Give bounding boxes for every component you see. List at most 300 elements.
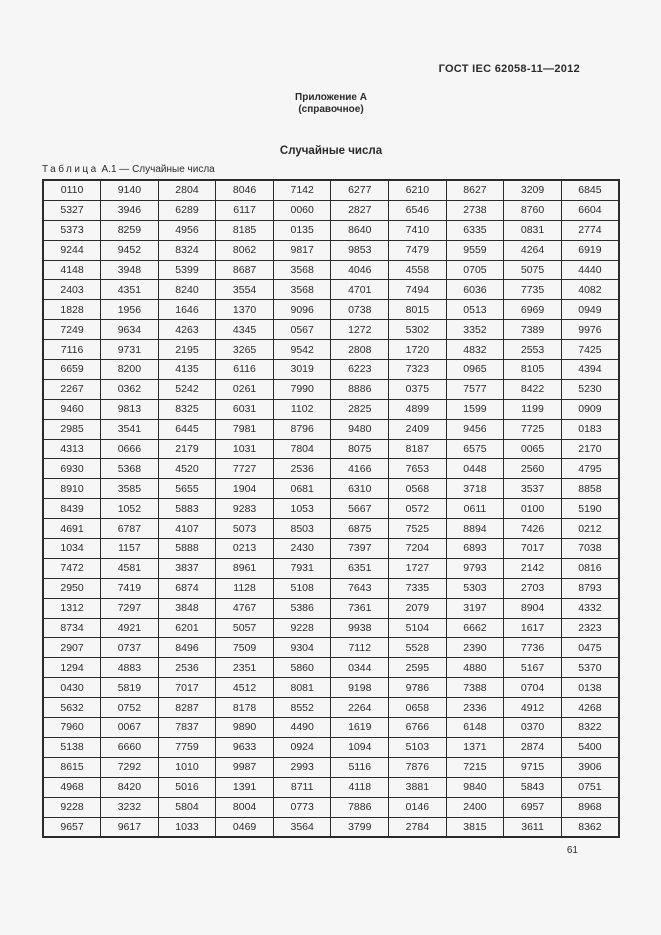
random-number-cell: 6148	[446, 718, 504, 738]
random-number-cell: 6351	[331, 558, 389, 578]
random-number-cell: 4263	[158, 320, 216, 340]
table-row	[43, 320, 619, 340]
random-number-cell: 2774	[561, 220, 619, 240]
random-number-cell: 0773	[273, 797, 331, 817]
random-number-cell: 9228	[273, 618, 331, 638]
random-number-cell: 2079	[389, 598, 447, 618]
random-number-cell: 7494	[389, 280, 447, 300]
random-number-cell: 7292	[101, 757, 159, 777]
random-number-cell: 8325	[158, 399, 216, 419]
random-number-cell: 4345	[216, 320, 274, 340]
random-number-cell: 5167	[504, 658, 562, 678]
random-number-cell: 0752	[101, 698, 159, 718]
random-number-cell: 0949	[561, 300, 619, 320]
random-number-cell: 7038	[561, 539, 619, 559]
random-number-cell: 7509	[216, 638, 274, 658]
random-number-cell: 3209	[504, 180, 562, 200]
random-number-cell: 6787	[101, 519, 159, 539]
table-row	[43, 519, 619, 539]
random-number-cell: 6957	[504, 797, 562, 817]
random-number-cell: 8187	[389, 439, 447, 459]
random-number-cell: 5373	[43, 220, 101, 240]
random-number-cell: 0448	[446, 459, 504, 479]
random-number-cell: 0737	[101, 638, 159, 658]
random-number-cell: 1102	[273, 399, 331, 419]
random-number-cell: 4107	[158, 519, 216, 539]
random-number-cell: 8200	[101, 360, 159, 380]
random-number-cell: 6893	[446, 539, 504, 559]
table-row	[43, 817, 619, 837]
table-row	[43, 300, 619, 320]
appendix-title: Приложение А	[295, 92, 367, 103]
random-number-cell: 7215	[446, 757, 504, 777]
random-number-cell: 8793	[561, 578, 619, 598]
random-number-cell: 3718	[446, 479, 504, 499]
random-number-cell: 4148	[43, 260, 101, 280]
random-number-cell: 7472	[43, 558, 101, 578]
random-number-cell: 0831	[504, 220, 562, 240]
table-row	[43, 658, 619, 678]
random-number-cell: 1199	[504, 399, 562, 419]
random-number-cell: 2808	[331, 340, 389, 360]
random-number-cell: 8105	[504, 360, 562, 380]
random-number-cell: 0065	[504, 439, 562, 459]
section-heading: Случайные числа	[279, 145, 383, 157]
random-number-cell: 0138	[561, 678, 619, 698]
random-number-cell: 8046	[216, 180, 274, 200]
random-number-cell: 3352	[446, 320, 504, 340]
random-number-cell: 9890	[216, 718, 274, 738]
random-number-cell: 2267	[43, 379, 101, 399]
table-row	[43, 479, 619, 499]
random-number-cell: 4490	[273, 718, 331, 738]
random-number-cell: 7990	[273, 379, 331, 399]
random-number-cell: 8081	[273, 678, 331, 698]
random-number-cell: 6117	[216, 200, 274, 220]
random-number-cell: 2179	[158, 439, 216, 459]
random-number-cell: 9657	[43, 817, 101, 837]
random-number-cell: 2351	[216, 658, 274, 678]
table-row	[43, 578, 619, 598]
random-number-cell: 0475	[561, 638, 619, 658]
random-number-cell: 9304	[273, 638, 331, 658]
random-number-cell: 0611	[446, 499, 504, 519]
random-number-cell: 8904	[504, 598, 562, 618]
random-number-cell: 2825	[331, 399, 389, 419]
random-number-cell: 9244	[43, 240, 101, 260]
random-number-cell: 4166	[331, 459, 389, 479]
table-row	[43, 718, 619, 738]
random-number-cell: 0751	[561, 777, 619, 797]
random-number-cell: 3881	[389, 777, 447, 797]
random-number-cell: 7017	[158, 678, 216, 698]
random-number-cell: 6930	[43, 459, 101, 479]
random-number-cell: 1617	[504, 618, 562, 638]
random-number-cell: 0469	[216, 817, 274, 837]
random-number-cell: 1904	[216, 479, 274, 499]
random-number-cell: 6289	[158, 200, 216, 220]
random-number-cell: 4558	[389, 260, 447, 280]
random-number-cell: 7425	[561, 340, 619, 360]
random-number-cell: 0924	[273, 737, 331, 757]
random-number-cell: 0572	[389, 499, 447, 519]
random-number-cell: 0568	[389, 479, 447, 499]
table-row	[43, 777, 619, 797]
table-row	[43, 280, 619, 300]
random-number-cell: 7876	[389, 757, 447, 777]
random-number-cell: 9853	[331, 240, 389, 260]
random-number-cell: 9987	[216, 757, 274, 777]
random-number-cell: 7735	[504, 280, 562, 300]
random-number-cell: 7204	[389, 539, 447, 559]
random-number-cell: 0567	[273, 320, 331, 340]
random-number-cell: 1371	[446, 737, 504, 757]
random-number-cell: 7479	[389, 240, 447, 260]
random-number-cell: 5230	[561, 379, 619, 399]
table-row	[43, 459, 619, 479]
random-number-cell: 5327	[43, 200, 101, 220]
random-number-cell: 6604	[561, 200, 619, 220]
random-number-cell: 4701	[331, 280, 389, 300]
random-number-cell: 4082	[561, 280, 619, 300]
random-number-cell: 0100	[504, 499, 562, 519]
random-number-cell: 9817	[273, 240, 331, 260]
random-number-cell: 3815	[446, 817, 504, 837]
random-number-cell: 0362	[101, 379, 159, 399]
random-number-cell: 1720	[389, 340, 447, 360]
random-number-cell: 8062	[216, 240, 274, 260]
random-number-cell: 8968	[561, 797, 619, 817]
random-number-cell: 4921	[101, 618, 159, 638]
table-caption-word: Таблица	[42, 164, 99, 175]
random-number-cell: 3837	[158, 558, 216, 578]
random-number-cell: 3848	[158, 598, 216, 618]
table-row	[43, 598, 619, 618]
random-number-cell: 9813	[101, 399, 159, 419]
random-number-cell: 2784	[389, 817, 447, 837]
table-row	[43, 737, 619, 757]
random-number-cell: 9976	[561, 320, 619, 340]
random-number-cell: 5073	[216, 519, 274, 539]
random-number-cell: 7297	[101, 598, 159, 618]
random-number-cell: 4351	[101, 280, 159, 300]
random-number-cell: 8552	[273, 698, 331, 718]
table-row	[43, 180, 619, 200]
random-number-cell: 4832	[446, 340, 504, 360]
random-number-cell: 6575	[446, 439, 504, 459]
table-row	[43, 757, 619, 777]
random-number-cell: 8287	[158, 698, 216, 718]
random-number-cell: 0658	[389, 698, 447, 718]
random-number-cell: 1052	[101, 499, 159, 519]
random-number-cell: 6662	[446, 618, 504, 638]
random-number-cell: 4912	[504, 698, 562, 718]
random-number-cell: 3232	[101, 797, 159, 817]
random-number-cell: 8496	[158, 638, 216, 658]
random-number-cell: 4520	[158, 459, 216, 479]
random-number-cell: 7525	[389, 519, 447, 539]
random-number-cell: 3564	[273, 817, 331, 837]
random-number-cell: 7112	[331, 638, 389, 658]
random-number-cell: 9456	[446, 419, 504, 439]
random-number-cell: 2390	[446, 638, 504, 658]
random-number-cell: 7653	[389, 459, 447, 479]
random-number-cell: 1157	[101, 539, 159, 559]
random-number-cell: 7361	[331, 598, 389, 618]
random-number-cell: 7388	[446, 678, 504, 698]
random-number-cell: 0965	[446, 360, 504, 380]
random-number-cell: 0135	[273, 220, 331, 240]
random-number-cell: 4313	[43, 439, 101, 459]
random-number-cell: 8439	[43, 499, 101, 519]
random-number-cell: 5370	[561, 658, 619, 678]
random-number-cell: 4135	[158, 360, 216, 380]
random-number-cell: 8259	[101, 220, 159, 240]
random-number-cell: 2950	[43, 578, 101, 598]
random-number-cell: 6660	[101, 737, 159, 757]
random-number-cell: 6445	[158, 419, 216, 439]
random-number-cell: 1034	[43, 539, 101, 559]
random-number-cell: 9840	[446, 777, 504, 797]
random-number-cell: 8640	[331, 220, 389, 240]
table-row	[43, 360, 619, 380]
random-number-cell: 6874	[158, 578, 216, 598]
random-number-cell: 3554	[216, 280, 274, 300]
random-number-cell: 3799	[331, 817, 389, 837]
random-number-cell: 4581	[101, 558, 159, 578]
random-number-cell: 7116	[43, 340, 101, 360]
random-number-cell: 7960	[43, 718, 101, 738]
random-number-cell: 0705	[446, 260, 504, 280]
random-number-cell: 8004	[216, 797, 274, 817]
random-number-cell: 1010	[158, 757, 216, 777]
random-number-cell: 4440	[561, 260, 619, 280]
random-number-cell: 0261	[216, 379, 274, 399]
random-number-cell: 1646	[158, 300, 216, 320]
random-number-cell: 2536	[158, 658, 216, 678]
random-number-cell: 2536	[273, 459, 331, 479]
appendix-subtitle: (справочное)	[298, 104, 364, 115]
random-number-cell: 2804	[158, 180, 216, 200]
random-number-cell: 2195	[158, 340, 216, 360]
random-number-cell: 8362	[561, 817, 619, 837]
random-number-cell: 4691	[43, 519, 101, 539]
random-number-cell: 6210	[389, 180, 447, 200]
random-number-cell: 8796	[273, 419, 331, 439]
random-number-cell: 2553	[504, 340, 562, 360]
random-number-cell: 5804	[158, 797, 216, 817]
random-number-cell: 8858	[561, 479, 619, 499]
random-number-cell: 8961	[216, 558, 274, 578]
random-number-cell: 5860	[273, 658, 331, 678]
table-row	[43, 638, 619, 658]
random-number-cell: 8760	[504, 200, 562, 220]
random-number-cell: 9096	[273, 300, 331, 320]
random-number-cell: 6277	[331, 180, 389, 200]
random-number-cell: 5632	[43, 698, 101, 718]
random-number-cell: 4795	[561, 459, 619, 479]
table-row	[43, 240, 619, 260]
random-number-cell: 3197	[446, 598, 504, 618]
table-caption	[42, 164, 620, 175]
random-number-cell: 8615	[43, 757, 101, 777]
random-number-cell: 4394	[561, 360, 619, 380]
random-number-cell: 6116	[216, 360, 274, 380]
random-number-cell: 5883	[158, 499, 216, 519]
random-number-cell: 5190	[561, 499, 619, 519]
random-number-cell: 1619	[331, 718, 389, 738]
random-numbers-table	[42, 179, 620, 838]
random-number-cell: 2403	[43, 280, 101, 300]
random-number-cell: 2560	[504, 459, 562, 479]
random-number-cell: 8711	[273, 777, 331, 797]
random-number-cell: 5667	[331, 499, 389, 519]
table-row	[43, 200, 619, 220]
random-number-cell: 1294	[43, 658, 101, 678]
random-number-cell: 5108	[273, 578, 331, 598]
random-number-cell: 5242	[158, 379, 216, 399]
random-number-cell: 7886	[331, 797, 389, 817]
table-row	[43, 439, 619, 459]
random-number-cell: 6919	[561, 240, 619, 260]
random-numbers-table-body	[43, 180, 619, 837]
random-number-cell: 4118	[331, 777, 389, 797]
random-number-cell: 2907	[43, 638, 101, 658]
random-number-cell: 8185	[216, 220, 274, 240]
random-number-cell: 4899	[389, 399, 447, 419]
random-number-cell: 3568	[273, 280, 331, 300]
random-number-cell: 9228	[43, 797, 101, 817]
random-number-cell: 0704	[504, 678, 562, 698]
random-number-cell: 2409	[389, 419, 447, 439]
random-number-cell: 0909	[561, 399, 619, 419]
random-number-cell: 8886	[331, 379, 389, 399]
random-number-cell: 2323	[561, 618, 619, 638]
random-number-cell: 1727	[389, 558, 447, 578]
random-number-cell: 6969	[504, 300, 562, 320]
table-row	[43, 558, 619, 578]
random-number-cell: 1828	[43, 300, 101, 320]
random-number-cell: 9283	[216, 499, 274, 519]
random-number-cell: 7410	[389, 220, 447, 240]
random-number-cell: 5103	[389, 737, 447, 757]
random-number-cell: 8627	[446, 180, 504, 200]
random-number-cell: 4268	[561, 698, 619, 718]
random-number-cell: 4880	[446, 658, 504, 678]
random-number-cell: 9634	[101, 320, 159, 340]
random-number-cell: 3946	[101, 200, 159, 220]
random-number-cell: 6845	[561, 180, 619, 200]
random-number-cell: 4512	[216, 678, 274, 698]
random-number-cell: 3019	[273, 360, 331, 380]
table-row	[43, 499, 619, 519]
random-number-cell: 8420	[101, 777, 159, 797]
random-number-cell: 6335	[446, 220, 504, 240]
random-number-cell: 0738	[331, 300, 389, 320]
random-number-cell: 2874	[504, 737, 562, 757]
random-number-cell: 0666	[101, 439, 159, 459]
random-number-cell: 7727	[216, 459, 274, 479]
random-number-cell: 7142	[273, 180, 331, 200]
random-number-cell: 4883	[101, 658, 159, 678]
random-number-cell: 2170	[561, 439, 619, 459]
random-number-cell: 7643	[331, 578, 389, 598]
random-number-cell: 9938	[331, 618, 389, 638]
random-number-cell: 3611	[504, 817, 562, 837]
random-number-cell: 8178	[216, 698, 274, 718]
random-number-cell: 4956	[158, 220, 216, 240]
random-number-cell: 6036	[446, 280, 504, 300]
random-number-cell: 2985	[43, 419, 101, 439]
random-number-cell: 9480	[331, 419, 389, 439]
random-number-cell: 8322	[561, 718, 619, 738]
random-number-cell: 3537	[504, 479, 562, 499]
random-number-cell: 9715	[504, 757, 562, 777]
table-row	[43, 797, 619, 817]
random-number-cell: 0816	[561, 558, 619, 578]
random-number-cell: 4968	[43, 777, 101, 797]
random-number-cell: 7759	[158, 737, 216, 757]
random-number-cell: 7804	[273, 439, 331, 459]
table-row	[43, 698, 619, 718]
random-number-cell: 4332	[561, 598, 619, 618]
random-number-cell: 1956	[101, 300, 159, 320]
random-number-cell: 5843	[504, 777, 562, 797]
random-number-cell: 4046	[331, 260, 389, 280]
random-number-cell: 7837	[158, 718, 216, 738]
table-row	[43, 539, 619, 559]
random-number-cell: 7725	[504, 419, 562, 439]
random-number-cell: 5528	[389, 638, 447, 658]
random-number-cell: 6766	[389, 718, 447, 738]
random-number-cell: 0213	[216, 539, 274, 559]
table-row	[43, 618, 619, 638]
random-number-cell: 3568	[273, 260, 331, 280]
random-number-cell: 1053	[273, 499, 331, 519]
random-number-cell: 5368	[101, 459, 159, 479]
table-row	[43, 260, 619, 280]
random-number-cell: 0060	[273, 200, 331, 220]
random-number-cell: 3906	[561, 757, 619, 777]
random-number-cell: 2703	[504, 578, 562, 598]
random-number-cell: 5399	[158, 260, 216, 280]
random-number-cell: 1272	[331, 320, 389, 340]
random-number-cell: 0067	[101, 718, 159, 738]
table-caption-rest: А.1 — Случайные числа	[101, 164, 215, 175]
random-number-cell: 5303	[446, 578, 504, 598]
random-number-cell: 1094	[331, 737, 389, 757]
standard-reference: ГОСТ IEC 62058-11—2012	[438, 63, 580, 75]
random-number-cell: 0183	[561, 419, 619, 439]
random-number-cell: 5138	[43, 737, 101, 757]
random-number-cell: 2827	[331, 200, 389, 220]
random-number-cell: 2336	[446, 698, 504, 718]
random-number-cell: 9542	[273, 340, 331, 360]
random-number-cell: 9633	[216, 737, 274, 757]
table-row	[43, 379, 619, 399]
random-number-cell: 8734	[43, 618, 101, 638]
random-number-cell: 9793	[446, 558, 504, 578]
random-number-cell: 8075	[331, 439, 389, 459]
table-row	[43, 419, 619, 439]
random-number-cell: 3585	[101, 479, 159, 499]
random-number-cell: 9452	[101, 240, 159, 260]
random-number-cell: 5302	[389, 320, 447, 340]
random-number-cell: 8503	[273, 519, 331, 539]
random-number-cell: 2430	[273, 539, 331, 559]
random-number-cell: 7981	[216, 419, 274, 439]
random-number-cell: 5104	[389, 618, 447, 638]
